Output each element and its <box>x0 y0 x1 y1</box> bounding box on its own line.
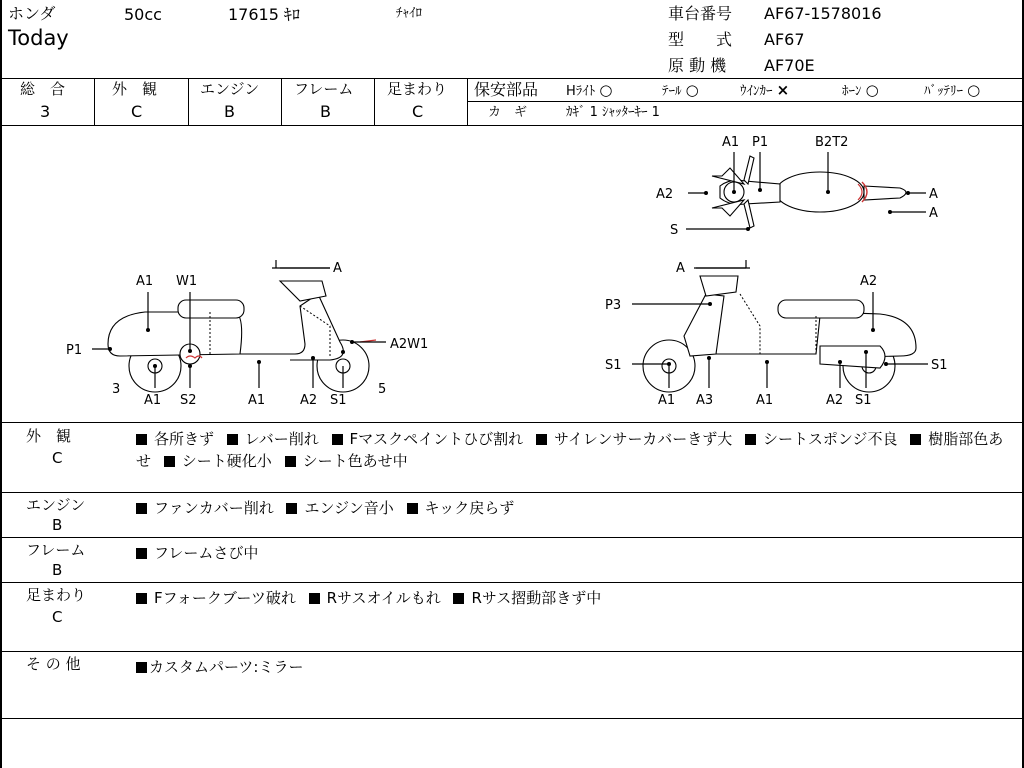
type-label: 型 式 <box>668 30 733 49</box>
diagram-label: S2 <box>180 393 197 408</box>
safety-item-winker: ｳｲﾝｶｰ × <box>740 81 790 99</box>
divider <box>374 78 375 125</box>
divider <box>0 582 1024 583</box>
displacement: 50cc <box>124 5 162 24</box>
safety-item-tail: ﾃｰﾙ ○ <box>662 81 699 99</box>
remark-lines-frame: フレームさび中 <box>136 542 1016 564</box>
diagram-label: A <box>676 261 685 276</box>
exterior-grade-label: 外 観 <box>112 80 158 98</box>
safety-item-horn: ﾎｰﾝ ○ <box>842 81 879 99</box>
model-name: Today <box>8 26 69 50</box>
remark-category-exterior: 外 観 <box>26 427 72 445</box>
remark-grade-exterior: C <box>52 449 63 467</box>
divider <box>0 718 1024 719</box>
overall-grade-value: 3 <box>40 102 51 121</box>
diagram-label: P1 <box>66 343 83 358</box>
safety-item-headlight: Hﾗｲﾄ ○ <box>566 81 613 99</box>
safety-item-battery: ﾊﾞｯﾃﾘｰ ○ <box>924 81 981 99</box>
diagram-label: S <box>670 223 679 238</box>
diagram-label: A1 <box>756 393 774 408</box>
diagram-label: B2T2 <box>815 135 849 150</box>
divider <box>0 422 1024 423</box>
diagram-label: A1 <box>144 393 162 408</box>
diagram-label: S1 <box>855 393 872 408</box>
diagram-label: A <box>333 261 342 276</box>
mileage: 17615 ｷﾛ <box>228 5 300 24</box>
divider <box>281 78 282 125</box>
divider <box>468 101 1024 102</box>
frame-no-value: AF67-1578016 <box>764 4 882 23</box>
remark-lines-exterior: 各所きず レバー削れ Fマスクペイントひび割れ サイレンサーカバーきず大 シートスポンジ不良 樹脂部色あせ シート硬化小 シート色あせ中 <box>136 430 1004 470</box>
divider <box>94 78 95 125</box>
type-value: AF67 <box>764 30 805 49</box>
suspension-grade-value: C <box>412 102 424 121</box>
suspension-grade-label: 足まわり <box>387 80 448 98</box>
engine-grade-value: B <box>224 102 235 121</box>
engine-model-label: 原 動 機 <box>668 56 727 75</box>
engine-grade-label: エンジン <box>200 80 260 98</box>
remark-grade-frame: B <box>52 561 63 579</box>
divider <box>467 78 468 125</box>
top-view-scooter <box>712 156 906 228</box>
remark-category-other: そ の 他 <box>26 655 81 673</box>
diagram-label: A2 <box>860 274 878 289</box>
key-value: ｶｷﾞ 1 ｼｬｯﾀｰｷｰ 1 <box>566 105 660 120</box>
divider <box>0 78 1024 79</box>
diagram-label: A2W1 <box>390 337 429 352</box>
color: ﾁｬｲﾛ <box>396 6 422 21</box>
diagram-label: A1 <box>248 393 266 408</box>
diagram-label: A <box>929 206 938 221</box>
remark-category-engine: エンジン <box>26 496 86 514</box>
diagram-label: A2 <box>826 393 844 408</box>
key-label: カ ギ <box>488 105 528 120</box>
diagram-label: A2 <box>300 393 318 408</box>
diagram-label: S1 <box>330 393 347 408</box>
exterior-grade-value: C <box>131 102 143 121</box>
remark-lines-other: カスタムパーツ:ミラー <box>136 656 1016 678</box>
remark-grade-engine: B <box>52 516 63 534</box>
diagram-label: 5 <box>378 382 387 397</box>
diagram-label: A <box>929 187 938 202</box>
diagram-label: W1 <box>176 274 198 289</box>
remark-category-suspension: 足まわり <box>26 586 87 604</box>
divider <box>0 492 1024 493</box>
diagram-label: P3 <box>605 298 622 313</box>
damage-diagram <box>0 126 1024 422</box>
divider <box>188 78 189 125</box>
diagram-label: A3 <box>696 393 714 408</box>
remark-category-frame: フレーム <box>26 541 86 559</box>
remark-lines-suspension: Fフォークブーツ破れ Rサスオイルもれ Rサス摺動部きず中 <box>136 587 1016 609</box>
diagram-label: P1 <box>752 135 769 150</box>
diagram-label: A1 <box>136 274 154 289</box>
diagram-label: S1 <box>931 358 948 373</box>
frame-no-label: 車台番号 <box>668 4 733 23</box>
overall-grade-label: 総 合 <box>20 80 66 98</box>
diagram-label: A1 <box>722 135 740 150</box>
frame-grade-label: フレーム <box>294 80 354 98</box>
diagram-label: S1 <box>605 358 622 373</box>
engine-model-value: AF70E <box>764 56 815 75</box>
diagram-label: 3 <box>112 382 121 397</box>
remark-lines-engine: ファンカバー削れ エンジン音小 キック戻らず <box>136 497 1016 519</box>
safety-title: 保安部品 <box>474 80 539 99</box>
divider <box>0 651 1024 652</box>
remark-grade-suspension: C <box>52 608 63 626</box>
maker-name: ホンダ <box>8 4 56 23</box>
diagram-label: A2 <box>656 187 674 202</box>
frame-grade-value: B <box>320 102 331 121</box>
diagram-label: A1 <box>658 393 676 408</box>
divider <box>0 537 1024 538</box>
